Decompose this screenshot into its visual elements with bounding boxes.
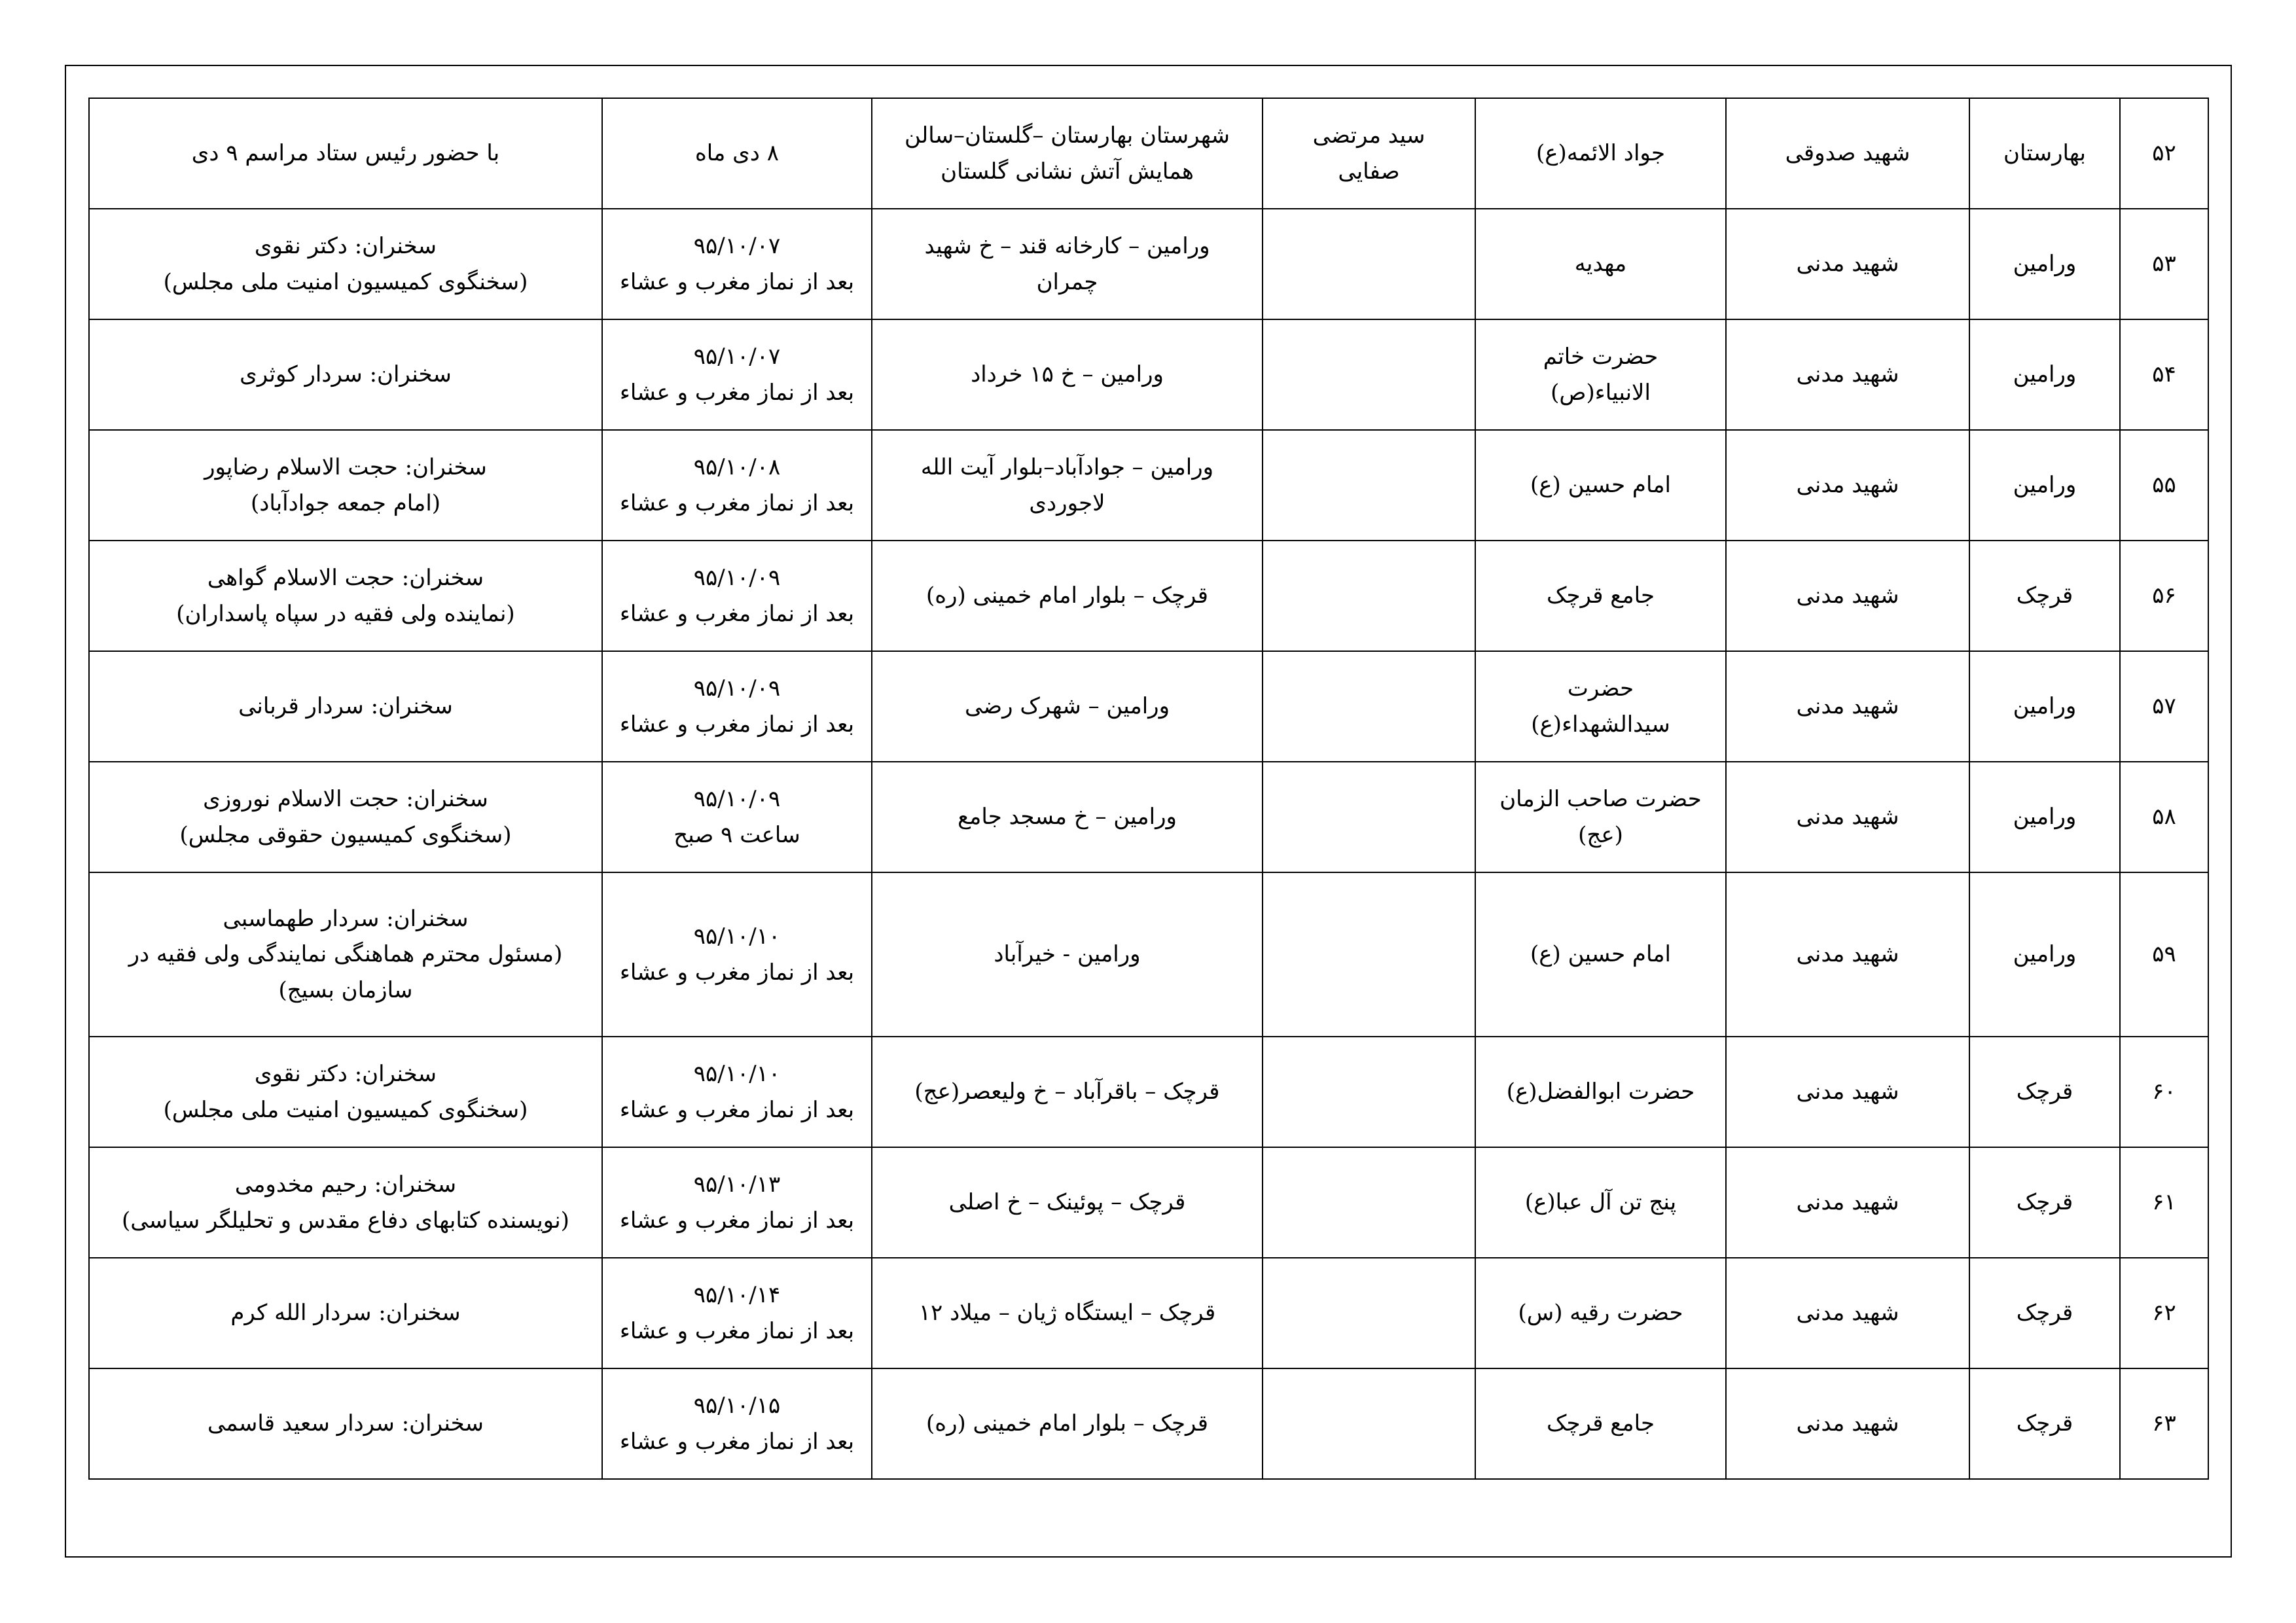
- table-row: [89, 319, 2208, 430]
- cell-date: [602, 1368, 872, 1479]
- table-row: [89, 1037, 2208, 1147]
- cell-date: [602, 762, 872, 872]
- cell-num: ۵۴: [2120, 319, 2208, 430]
- cell-notes: [89, 430, 602, 541]
- cell-venue: [872, 98, 1263, 209]
- cell-line: قرچک – پوئینک – خ اصلی: [948, 1189, 1186, 1216]
- cell-line: ۹۵/۱۰/۰۸: [693, 454, 781, 481]
- table-row: [89, 762, 2208, 872]
- cell-line: همایش آتش نشانی گلستان: [941, 158, 1194, 185]
- cell-num: ۵۶: [2120, 541, 2208, 651]
- cell-date: [602, 209, 872, 319]
- cell-line: چمران: [1036, 268, 1098, 295]
- cell-venue: [872, 1368, 1263, 1479]
- cell-num: ۵۹: [2120, 872, 2208, 1037]
- cell-speaker-host: [1263, 651, 1475, 762]
- cell-line: سخنران: سردار طهماسبی: [223, 905, 469, 932]
- cell-line: بعد از نماز مغرب و عشاء: [619, 711, 855, 738]
- cell-city: ورامین: [1969, 762, 2120, 872]
- cell-line: جامع قرچک: [1547, 1410, 1655, 1437]
- cell-line: مهدیه: [1574, 251, 1627, 277]
- cell-line: (عج): [1578, 821, 1623, 848]
- cell-line: ساعت ۹ صبح: [673, 821, 800, 848]
- cell-line: شهرستان بهارستان –گلستان–سالن: [904, 122, 1230, 149]
- cell-speaker-host: [1263, 1258, 1475, 1368]
- cell-city: ورامین: [1969, 319, 2120, 430]
- cell-line: ۸ دی ماه: [694, 140, 780, 167]
- cell-line: سخنران: حجت الاسلام رضاپور: [204, 454, 487, 481]
- cell-venue: [872, 872, 1263, 1037]
- cell-line: حضرت ابوالفضل(ع): [1506, 1079, 1695, 1105]
- cell-num: ۵۳: [2120, 209, 2208, 319]
- cell-speaker-host: [1263, 541, 1475, 651]
- cell-num: ۵۷: [2120, 651, 2208, 762]
- cell-notes: [89, 651, 602, 762]
- cell-line: بعد از نماز مغرب و عشاء: [619, 1317, 855, 1344]
- cell-line: سیدالشهداء(ع): [1531, 711, 1670, 738]
- cell-line: الانبیاء(ص): [1551, 379, 1651, 406]
- cell-venue: [872, 430, 1263, 541]
- cell-base: شهید مدنی: [1726, 762, 1969, 872]
- cell-speaker-host: [1263, 1037, 1475, 1147]
- cell-speaker-host: [1263, 1368, 1475, 1479]
- cell-line: (مسئول محترم هماهنگی نمایندگی ولی فقیه در: [128, 941, 563, 968]
- cell-line: قرچک – بلوار امام خمینی (ره): [925, 582, 1208, 609]
- cell-date: [602, 1258, 872, 1368]
- cell-line: ۹۵/۱۰/۱۰: [693, 923, 781, 950]
- cell-mosque: [1475, 319, 1726, 430]
- cell-base: شهید مدنی: [1726, 1258, 1969, 1368]
- cell-num: ۵۵: [2120, 430, 2208, 541]
- cell-line: ورامین – شهرک رضی: [964, 693, 1170, 720]
- cell-notes: [89, 541, 602, 651]
- cell-mosque: [1475, 872, 1726, 1037]
- cell-line: ۹۵/۱۰/۰۹: [693, 675, 781, 702]
- cell-line: ۹۵/۱۰/۱۳: [693, 1171, 781, 1198]
- cell-line: ۹۵/۱۰/۰۹: [693, 565, 781, 592]
- cell-mosque: [1475, 1368, 1726, 1479]
- cell-line: حضرت صاحب الزمان: [1499, 786, 1702, 813]
- cell-base: شهید مدنی: [1726, 1368, 1969, 1479]
- cell-line: سخنران: حجت الاسلام نوروزی: [203, 786, 488, 813]
- cell-line: حضرت رقیه (س): [1518, 1300, 1683, 1327]
- cell-mosque: [1475, 651, 1726, 762]
- cell-line: قرچک – باقرآباد – خ ولیعصر(عج): [914, 1079, 1220, 1105]
- cell-notes: [89, 872, 602, 1037]
- cell-line: ۹۵/۱۰/۱۰: [693, 1061, 781, 1088]
- cell-mosque: [1475, 1258, 1726, 1368]
- cell-city: قرچک: [1969, 541, 2120, 651]
- cell-num: ۵۲: [2120, 98, 2208, 209]
- table-row: [89, 872, 2208, 1037]
- cell-line: سخنران: سردار کوثری: [240, 361, 452, 388]
- cell-city: بهارستان: [1969, 98, 2120, 209]
- cell-line: پنج تن آل عبا(ع): [1524, 1189, 1677, 1216]
- cell-line: ورامین - خیرآباد: [994, 941, 1141, 968]
- cell-line: امام حسین (ع): [1530, 941, 1671, 968]
- cell-city: ورامین: [1969, 651, 2120, 762]
- cell-date: [602, 319, 872, 430]
- cell-line: جواد الائمه(ع): [1536, 140, 1665, 167]
- cell-line: ۹۵/۱۰/۰۷: [693, 344, 781, 370]
- cell-line: ورامین – خ مسجد جامع: [958, 804, 1177, 830]
- cell-line: ورامین – جوادآباد–بلوار آیت الله: [920, 454, 1214, 481]
- cell-mosque: [1475, 541, 1726, 651]
- cell-line: سازمان بسیج): [278, 976, 413, 1003]
- cell-line: سخنران: حجت الاسلام گواهی: [207, 565, 484, 592]
- table-row: [89, 1368, 2208, 1479]
- cell-line: ۹۵/۱۰/۱۵: [693, 1393, 781, 1419]
- cell-venue: [872, 209, 1263, 319]
- cell-mosque: [1475, 430, 1726, 541]
- cell-mosque: [1475, 762, 1726, 872]
- cell-notes: [89, 209, 602, 319]
- cell-line: بعد از نماز مغرب و عشاء: [619, 490, 855, 516]
- cell-line: حضرت خاتم: [1543, 344, 1659, 370]
- cell-city: ورامین: [1969, 872, 2120, 1037]
- cell-line: بعد از نماز مغرب و عشاء: [619, 600, 855, 627]
- cell-speaker-host: [1263, 209, 1475, 319]
- cell-line: صفایی: [1338, 158, 1400, 185]
- cell-venue: [872, 319, 1263, 430]
- cell-line: قرچک – بلوار امام خمینی (ره): [925, 1410, 1208, 1437]
- cell-notes: [89, 762, 602, 872]
- table-row: [89, 541, 2208, 651]
- cell-base: شهید صدوقی: [1726, 98, 1969, 209]
- cell-line: بعد از نماز مغرب و عشاء: [619, 1096, 855, 1123]
- cell-line: جامع قرچک: [1547, 582, 1655, 609]
- cell-base: شهید مدنی: [1726, 541, 1969, 651]
- cell-date: [602, 541, 872, 651]
- cell-city: قرچک: [1969, 1368, 2120, 1479]
- cell-line: سخنران: رحیم مخدومی: [234, 1171, 457, 1198]
- cell-date: [602, 1037, 872, 1147]
- cell-city: ورامین: [1969, 430, 2120, 541]
- cell-line: حضرت: [1567, 675, 1634, 702]
- cell-line: امام حسین (ع): [1530, 472, 1671, 499]
- cell-line: سخنران: سردار الله کرم: [230, 1300, 461, 1327]
- cell-line: بعد از نماز مغرب و عشاء: [619, 268, 855, 295]
- cell-notes: [89, 98, 602, 209]
- table-row: [89, 1258, 2208, 1368]
- cell-line: سید مرتضی: [1312, 122, 1426, 149]
- cell-date: [602, 651, 872, 762]
- cell-date: [602, 98, 872, 209]
- cell-line: سخنران: دکتر نقوی: [254, 1061, 437, 1088]
- cell-mosque: [1475, 98, 1726, 209]
- cell-notes: [89, 319, 602, 430]
- cell-venue: [872, 541, 1263, 651]
- table-row: [89, 209, 2208, 319]
- cell-line: قرچک – ایستگاه ژیان – میلاد ۱۲: [918, 1300, 1216, 1327]
- cell-notes: [89, 1258, 602, 1368]
- events-table: [88, 98, 2209, 1480]
- cell-line: (نماینده ولی فقیه در سپاه پاسداران): [176, 600, 515, 627]
- cell-num: ۶۰: [2120, 1037, 2208, 1147]
- cell-date: [602, 872, 872, 1037]
- cell-venue: [872, 1147, 1263, 1258]
- cell-num: ۵۸: [2120, 762, 2208, 872]
- cell-line: ورامین – خ ۱۵ خرداد: [971, 361, 1164, 388]
- table-row: [89, 430, 2208, 541]
- table-body: [89, 98, 2208, 1479]
- cell-base: شهید مدنی: [1726, 1147, 1969, 1258]
- cell-speaker-host: [1263, 430, 1475, 541]
- cell-line: با حضور رئیس ستاد مراسم ۹ دی: [191, 140, 500, 167]
- cell-speaker-host: [1263, 1147, 1475, 1258]
- cell-line: سخنران: دکتر نقوی: [254, 233, 437, 260]
- cell-city: قرچک: [1969, 1147, 2120, 1258]
- table-row: [89, 98, 2208, 209]
- cell-date: [602, 1147, 872, 1258]
- cell-venue: [872, 1258, 1263, 1368]
- table-row: [89, 651, 2208, 762]
- cell-mosque: [1475, 209, 1726, 319]
- cell-line: ورامین – کارخانه قند – خ شهید: [924, 233, 1210, 260]
- cell-line: (سخنگوی کمیسیون امنیت ملی مجلس): [163, 1096, 528, 1123]
- cell-venue: [872, 1037, 1263, 1147]
- cell-line: لاجوردی: [1029, 490, 1105, 516]
- cell-speaker-host: [1263, 762, 1475, 872]
- cell-line: (امام جمعه جوادآباد): [250, 490, 441, 516]
- cell-num: ۶۱: [2120, 1147, 2208, 1258]
- cell-city: قرچک: [1969, 1258, 2120, 1368]
- cell-line: (سخنگوی کمیسیون امنیت ملی مجلس): [163, 268, 528, 295]
- cell-speaker-host: [1263, 319, 1475, 430]
- cell-line: بعد از نماز مغرب و عشاء: [619, 1428, 855, 1455]
- cell-line: ۹۵/۱۰/۰۷: [693, 233, 781, 260]
- cell-date: [602, 430, 872, 541]
- cell-line: سخنران: سردار قربانی: [238, 693, 453, 720]
- cell-city: ورامین: [1969, 209, 2120, 319]
- cell-notes: [89, 1147, 602, 1258]
- cell-line: (نویسنده کتابهای دفاع مقدس و تحلیلگر سیاسی): [122, 1207, 569, 1234]
- cell-venue: [872, 762, 1263, 872]
- cell-line: ۹۵/۱۰/۰۹: [693, 786, 781, 813]
- cell-line: بعد از نماز مغرب و عشاء: [619, 379, 855, 406]
- cell-line: (سخنگوی کمیسیون حقوقی مجلس): [179, 821, 512, 848]
- cell-city: قرچک: [1969, 1037, 2120, 1147]
- cell-line: بعد از نماز مغرب و عشاء: [619, 1207, 855, 1234]
- cell-base: شهید مدنی: [1726, 872, 1969, 1037]
- cell-line: سخنران: سردار سعید قاسمی: [207, 1410, 484, 1437]
- cell-base: شهید مدنی: [1726, 651, 1969, 762]
- cell-line: ۹۵/۱۰/۱۴: [693, 1282, 781, 1309]
- cell-base: شهید مدنی: [1726, 430, 1969, 541]
- cell-mosque: [1475, 1037, 1726, 1147]
- cell-base: شهید مدنی: [1726, 319, 1969, 430]
- table-row: [89, 1147, 2208, 1258]
- cell-base: شهید مدنی: [1726, 209, 1969, 319]
- cell-line: بعد از نماز مغرب و عشاء: [619, 959, 855, 986]
- cell-notes: [89, 1368, 602, 1479]
- cell-base: شهید مدنی: [1726, 1037, 1969, 1147]
- cell-venue: [872, 651, 1263, 762]
- cell-notes: [89, 1037, 602, 1147]
- cell-speaker-host: [1263, 98, 1475, 209]
- cell-num: ۶۳: [2120, 1368, 2208, 1479]
- cell-num: ۶۲: [2120, 1258, 2208, 1368]
- cell-mosque: [1475, 1147, 1726, 1258]
- cell-speaker-host: [1263, 872, 1475, 1037]
